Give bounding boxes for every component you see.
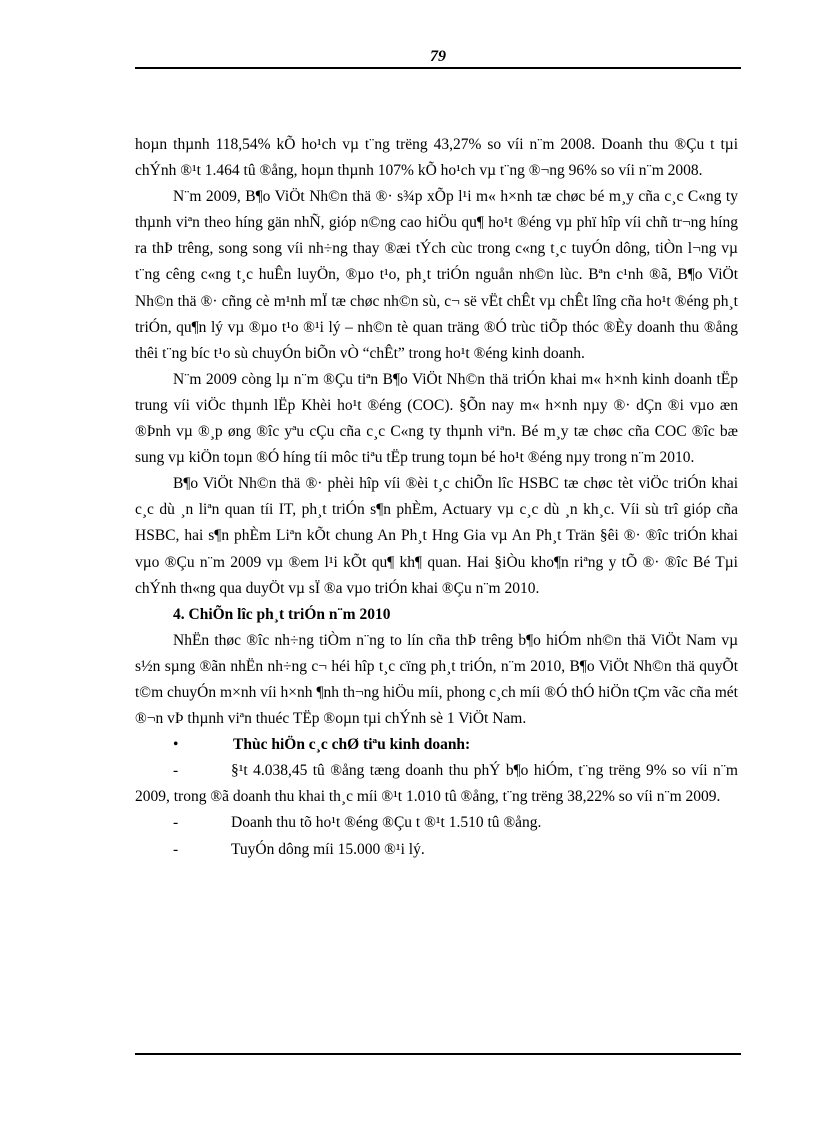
header-rule [135,67,741,69]
bullet-text: Thùc hiÖn c¸c chØ tiªu kinh doanh: [233,736,471,754]
footer-rule [135,1053,741,1055]
dash-item-text: §¹t 4.038,45 tû ®ång tæng doanh thu phÝ b¶o hiÓm, t¨ng trëng 9% so víi n¨m 2009, trong ®ã doanh thu khai th¸c míi ®¹t 1.010 tû ®ång, t¨ng trëng 38,22% so víi n¨m 2009. [135,762,738,806]
paragraph: B¶o ViÖt Nh©n thä ®· phèi hîp víi ®èi t¸c chiÕn lîc HSBC tæ chøc tèt viÖc triÓn khai c¸c dù ¸n liªn quan tíi IT, ph¸t triÓn s¶n phÈm, Actuary vµ c¸c dù ¸n kh¸c. Víi sù trî gióp cña HSBC, hai s¶n phÈm Liªn kÕt chung An Ph¸t Hng Gia vµ An Ph¸t Trän §êi ®· ®îc triÓn khai vµo ®Çu n¨m 2009 vµ ®em l¹i kÕt qu¶ kh¶ quan. Hai §iÒu kho¶n riªng y tÕ ®· ®îc Bé Tµi chÝnh th«ng qua duyÖt vµ sÏ ®a vµo triÓn khai ®Çu n¨m 2010. [135,475,738,597]
dash-item-text: TuyÓn dông míi 15.000 ®¹i lý. [231,840,425,858]
section-heading: 4. ChiÕn lîc ph¸t triÓn n¨m 2010 [173,605,391,623]
dash-list-item [135,837,738,863]
dash-list-item [135,810,738,836]
bullet-item [135,732,738,758]
paragraph: N¨m 2009, B¶o ViÖt Nh©n thä ®· s¾p xÕp l¹i m« h×nh tæ chøc bé m¸y cña c¸c C«ng ty thµnh viªn theo híng gän nhÑ, gióp n©ng cao hiÖu qu¶ ho¹t ®éng vµ phï hîp víi chñ tr¬ng híng ra thÞ trêng, song song víi nh÷ng thay ®æi tÝch cùc trong c«ng t¸c tuyÓn dông, tiÒn l¬ng vµ t¨ng cêng c«ng t¸c huÊn luyÖn, ®µo t¹o, ph¸t triÓn nguån nh©n lùc. Bªn c¹nh ®ã, B¶o ViÖt Nh©n thä ®· cñng cè m¹nh mÏ tæ chøc nh©n sù, c¬ së vËt chÊt vµ chÊt lîng cña ho¹t ®éng ph¸t triÓn, qu¶n lý vµ ®µo t¹o ®¹i lý – nh©n tè quan träng ®Ó trùc tiÕp thóc ®Èy doanh thu ®ång thêi t¨ng bíc t¹o sù chuyÓn biÕn vÒ “chÊt” trong ho¹t ®éng kinh doanh. [135,188,738,362]
paragraph: NhËn thøc ®îc nh÷ng tiÒm n¨ng to lín cña thÞ trêng b¶o hiÓm nh©n thä ViÖt Nam vµ s½n sµng ®ãn nhËn nh÷ng c¬ héi hîp t¸c cïng ph¸t triÓn, n¨m 2010, B¶o ViÖt Nh©n thä quyÕt t©m chuyÓn m×nh víi h×nh ¶nh th¬ng hiÖu míi, phong c¸ch míi ®Ó thÓ hiÖn tÇm vãc cña mét ®¬n vÞ thµnh viªn thuéc TËp ®oµn tµi chÝnh sè 1 ViÖt Nam. [135,631,738,728]
paragraph: N¨m 2009 còng lµ n¨m ®Çu tiªn B¶o ViÖt Nh©n thä triÓn khai m« h×nh kinh doanh tËp trung víi viÖc thµnh lËp Khèi ho¹t ®éng (COC). §Õn nay m« h×nh nµy ®· dÇn ®i vµo æn ®Þnh vµ ®¸p øng ®îc yªu cÇu cña c¸c C«ng ty thµnh viªn. Bé m¸y tæ chøc cña COC ®îc bæ sung vµ kiÖn toµn ®Ó híng tíi môc tiªu tËp trung toµn bé ho¹t ®éng nµy trong n¨m 2010. [135,370,738,467]
dash-item-text: Doanh thu tõ ho¹t ®éng ®Çu t ®¹t 1.510 tû ®ång. [231,814,542,832]
dash-list-item [135,758,738,810]
dash-icon: - [173,762,179,780]
bullet-icon: • [173,736,179,754]
document-body [135,132,738,863]
dash-icon: - [173,814,179,832]
dash-icon: - [173,840,179,858]
page-number: 79 [430,48,446,65]
paragraph: hoµn thµnh 118,54% kÕ ho¹ch vµ t¨ng trëng 43,27% so víi n¨m 2008. Doanh thu ®Çu t tµi chÝnh ®¹t 1.464 tû ®ång, hoµn thµnh 107% kÕ ho¹ch vµ t¨ng ®¬ng 96% so víi n¨m 2008. [135,136,738,180]
